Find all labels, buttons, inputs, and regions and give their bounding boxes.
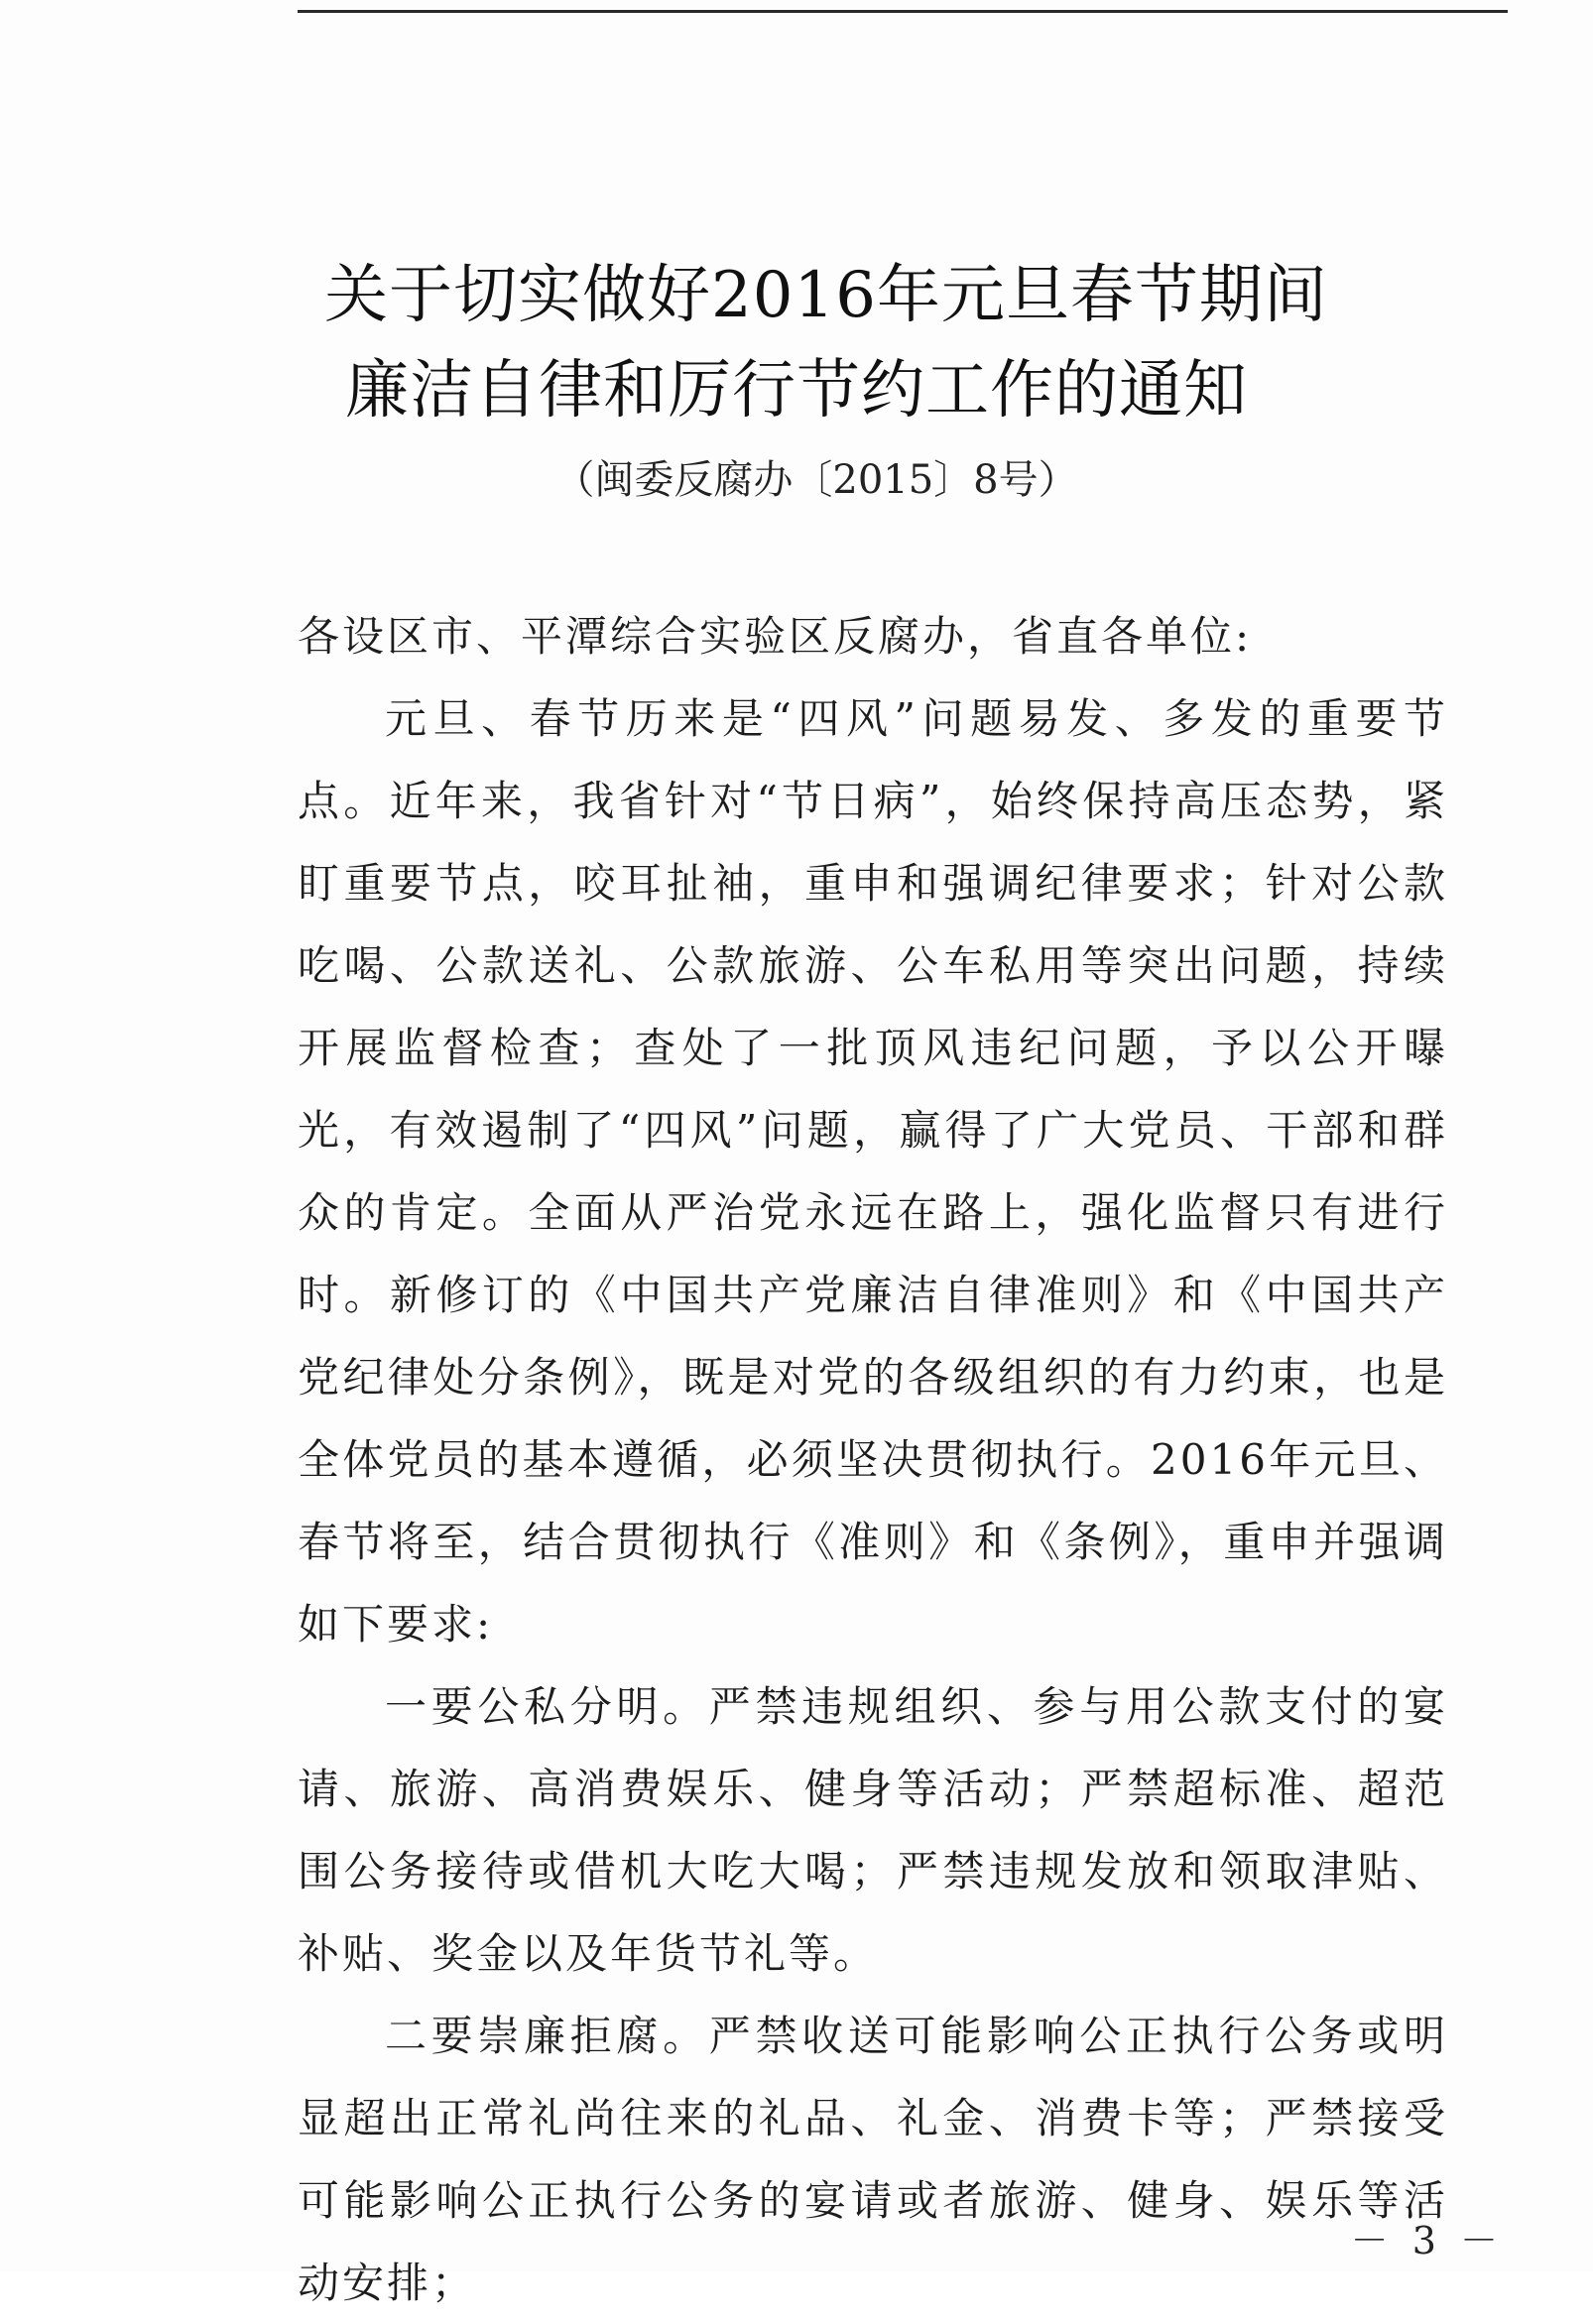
paragraph-requirement-1: 一要公私分明。严禁违规组织、参与用公款支付的宴请、旅游、高消费娱乐、健身等活动；严禁超标准、超范围公务接待或借机大吃大喝；严禁违规发放和领取津贴、补贴、奖金以及年货节礼等。 [298,1682,1448,1978]
document-number: （闽委反腐办〔2015〕8号） [554,457,1078,503]
page-number: － 3 － [1350,2219,1504,2263]
title-block [0,248,1593,510]
title-line-2: 廉洁自律和厉行节约工作的通知 [345,354,1248,428]
paragraph-intro: 元旦、春节历来是“四风”问题易发、多发的重要节点。近年来，我省针对“节日病”，始终保持高压态势，紧盯重要节点，咬耳扯袖，重申和强调纪律要求；针对公款吃喝、公款送礼、公款旅游、公车私用等突出问题，持续开展监督检查；查处了一批顶风违纪问题，予以公开曝光，有效遏制了“四风”问题，赢得了广大党员、干部和群众的肯定。全面从严治党永远在路上，强化监督只有进行时。新修订的《中国共产党廉洁自律准则》和《中国共产党纪律处分条例》，既是对党的各级组织的有力约束，也是全体党员的基本遵循，必须坚决贯彻执行。2016年元旦、春节将至，结合贯彻执行《准则》和《条例》，重申并强调如下要求: [298,694,1448,1649]
salutation: 各设区市、平潭综合实验区反腐办，省直各单位: [298,612,1253,661]
document-body [298,595,1448,2324]
paragraph-requirement-2: 二要崇廉拒腐。严禁收送可能影响公正执行公务或明显超出正常礼尚往来的礼品、礼金、消费卡等；严禁接受可能影响公正执行公务的宴请或者旅游、健身、娱乐等活动安排； [298,2012,1448,2307]
title-line-1: 关于切实做好2016年元旦春节期间 [324,259,1328,332]
top-rule [298,10,1508,13]
